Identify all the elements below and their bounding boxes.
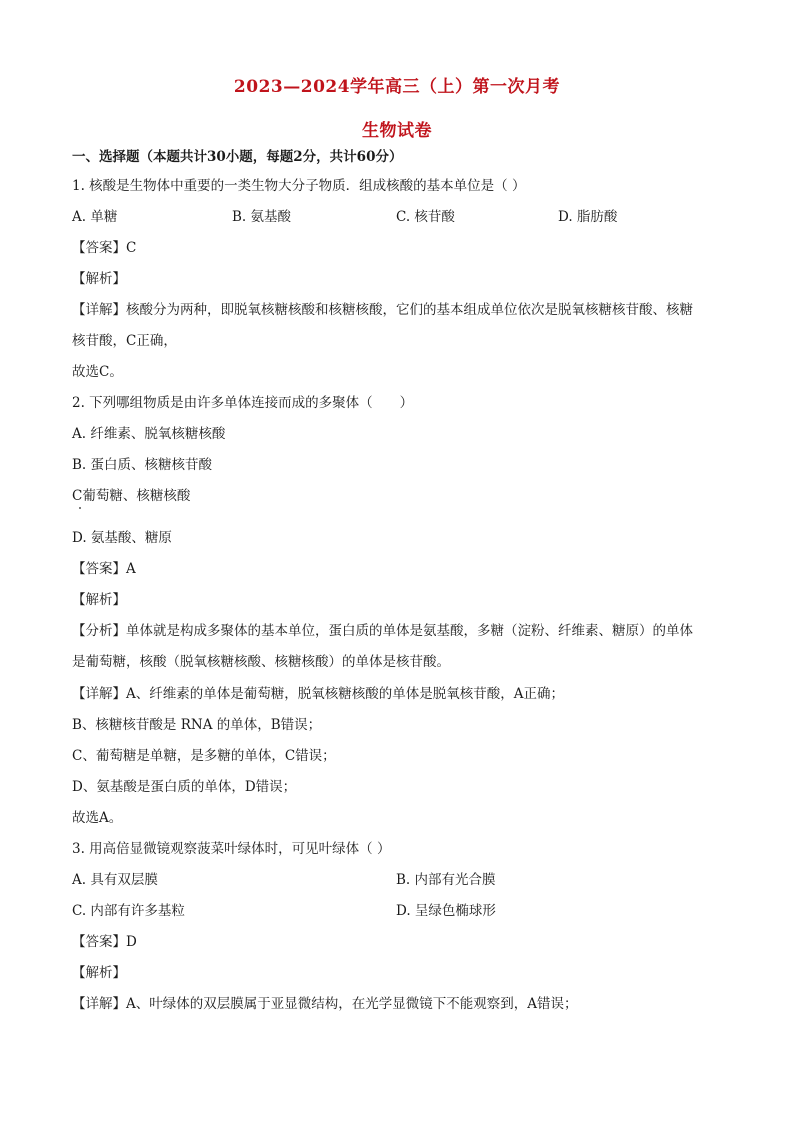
q2-answer: 【答案】A [72,561,136,577]
page-subtitle: 生物试卷 [362,121,432,141]
q2-detail-c: C、葡萄糖是单糖，是多糖的单体，C错误； [72,748,336,764]
q2-option-d: D. 氨基酸、糖原 [72,530,172,546]
q2-stem: 2. 下列哪组物质是由许多单体连接而成的多聚体（ ） [72,395,414,411]
q3-option-b: B. 内部有光合膜 [396,872,496,888]
q2-detail-d: D、氨基酸是蛋白质的单体，D错误； [72,779,297,795]
q1-stem: 1. 核酸是生物体中重要的一类生物大分子物质．组成核酸的基本单位是（ ） [72,178,526,194]
section-heading: 一、选择题（本题共计30小题，每题2分，共计60分） [72,149,403,165]
q2-conclusion: 故选A。 [72,810,123,826]
q1-detail-line-2: 核苷酸，C正确， [72,333,177,349]
q2-detail-b: B、核糖核苷酸是 RNA 的单体，B错误； [72,717,322,733]
q3-option-a: A. 具有双层膜 [72,872,158,888]
stray-dot [79,507,81,509]
q3-stem: 3. 用高倍显微镜观察菠菜叶绿体时，可见叶绿体（ ） [72,841,391,857]
q2-option-b: B. 蛋白质、核糖核苷酸 [72,457,213,473]
q2-fenxi-line-2: 是葡萄糖，核酸（脱氧核糖核酸、核糖核酸）的单体是核苷酸。 [72,654,450,670]
q3-option-d: D. 呈绿色椭球形 [396,903,496,919]
q3-analysis-label: 【解析】 [72,965,126,981]
q1-option-b: B. 氨基酸 [232,209,292,225]
q2-option-a: A. 纤维素、脱氧核糖核酸 [72,426,226,442]
q3-answer: 【答案】D [72,934,137,950]
q2-fenxi-line-1: 【分析】单体就是构成多聚体的基本单位，蛋白质的单体是氨基酸，多糖（淀粉、纤维素、糖原）的单体 [72,623,693,639]
q1-option-a: A. 单糖 [72,209,118,225]
page-title: 2023—2024学年高三（上）第一次月考 [233,77,561,97]
q3-option-c: C. 内部有许多基粒 [72,903,185,919]
q1-answer: 【答案】C [72,240,137,256]
q2-analysis-label: 【解析】 [72,592,126,608]
q2-option-c: C葡萄糖、核糖核酸 [72,488,191,504]
q2-detail-a: 【详解】A、纤维素的单体是葡萄糖，脱氧核糖核酸的单体是脱氧核苷酸，A正确； [72,686,564,702]
q1-conclusion: 故选C。 [72,364,123,380]
q1-option-c: C. 核苷酸 [396,209,455,225]
q1-option-d: D. 脂肪酸 [558,209,618,225]
q1-detail-line-1: 【详解】核酸分为两种，即脱氧核糖核酸和核糖核酸，它们的基本组成单位依次是脱氧核糖核苷酸、核糖 [72,302,693,318]
q1-analysis-label: 【解析】 [72,271,126,287]
q3-detail-a: 【详解】A、叶绿体的双层膜属于亚显微结构，在光学显微镜下不能观察到，A错误； [72,996,578,1012]
